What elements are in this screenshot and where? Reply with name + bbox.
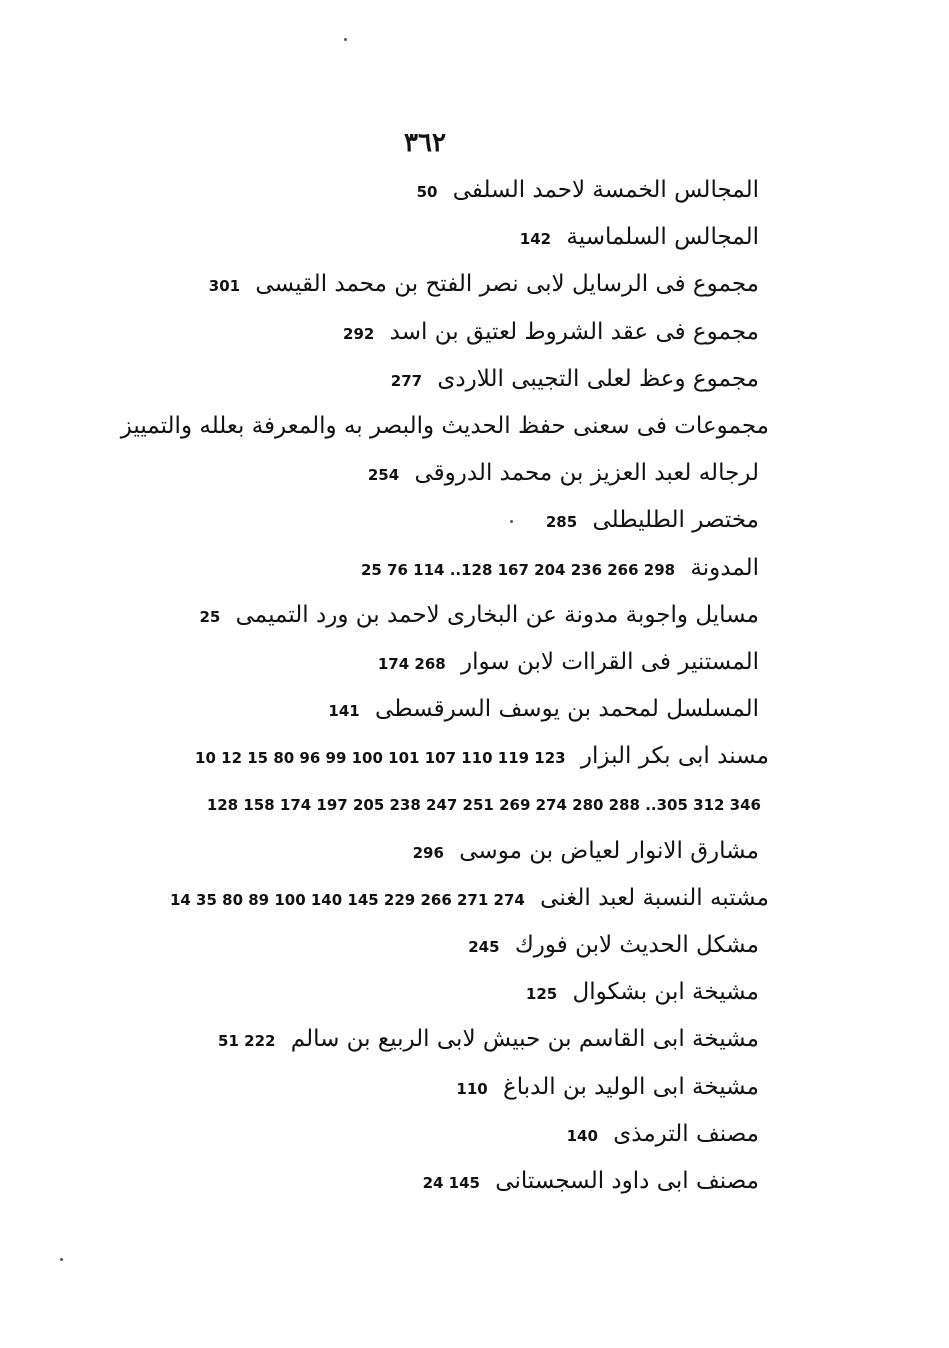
index-entry — [99, 1112, 759, 1159]
index-entry — [99, 404, 769, 451]
entry-title: مسند ابى بكر البزار — [580, 743, 769, 770]
entry-pages: 174 268 — [377, 654, 446, 673]
index-entry — [99, 215, 759, 262]
index-entry — [99, 593, 759, 640]
entry-pages: 296 — [412, 843, 444, 862]
entry-pages: 254 — [367, 466, 400, 485]
index-entry — [99, 1017, 759, 1064]
index-entry — [99, 876, 769, 923]
page-number: ٣٦٢ — [404, 128, 446, 158]
entry-title: مسايل واجوبة مدونة عن البخارى لاحمد بن ورد التميمى — [235, 601, 759, 628]
index-entry — [99, 687, 759, 734]
index-entry — [99, 310, 759, 357]
entry-title: مصنف ابى داود السجستانى — [495, 1167, 759, 1194]
entry-title: مجموعات فى سعنى حفظ الحديث والبصر به والمعرفة بعلله والتمييز — [120, 412, 769, 439]
index-entry-continuation — [99, 781, 769, 828]
entry-pages: 110 — [456, 1079, 488, 1098]
entry-pages: 292 — [343, 324, 375, 343]
entry-pages: 128 158 174 197 205 238 247 251 269 274 280 288 ..305 312 346 — [206, 796, 761, 815]
entry-pages: 50 — [416, 183, 438, 201]
index-entries — [99, 168, 769, 1206]
entry-title: المجالس السلماسية — [566, 224, 759, 251]
entry-title: مشارق الانوار لعياض بن موسى — [459, 837, 759, 864]
entry-pages: 285 — [545, 513, 578, 532]
entry-title: مشتبه النسبة لعبد الغنى — [540, 884, 769, 911]
entry-title: المستنير فى القراات لابن سوار — [461, 648, 759, 675]
entry-pages: 10 12 15 80 96 99 100 101 107 110 119 123 — [195, 749, 566, 768]
entry-title: لرجاله لعبد العزيز بن محمد الدروقى — [414, 460, 759, 487]
entry-pages: 14 35 80 89 100 140 145 229 266 271 274 — [169, 890, 525, 909]
entry-title: المجالس الخمسة لاحمد السلفى — [452, 177, 759, 203]
index-entry — [99, 451, 759, 498]
index-entry — [99, 498, 759, 545]
entry-title: مشيخة ابى الوليد بن الدباغ — [503, 1073, 759, 1100]
entry-title: مجموع فى عقد الشروط لعتيق بن اسد — [389, 318, 759, 345]
paper-speck — [344, 38, 347, 41]
entry-title: مشكل الحديث لابن فورك — [514, 932, 759, 958]
index-entry — [99, 1159, 759, 1206]
entry-pages: 24 145 — [422, 1173, 480, 1192]
entry-title: مشيخة ابن بشكوال — [572, 979, 759, 1006]
entry-pages: 51 222 — [218, 1032, 276, 1051]
paper-speck — [510, 520, 513, 523]
entry-title: مختصر الطليطلى — [592, 507, 759, 534]
entry-title: المدونة — [690, 554, 759, 581]
index-entry — [99, 970, 759, 1017]
paper-speck — [60, 1258, 63, 1261]
entry-pages: 25 — [199, 607, 221, 626]
entry-pages: 141 — [328, 702, 360, 721]
entry-title: مجموع فى الرسايل لابى نصر الفتح بن محمد القيسى — [255, 271, 759, 298]
index-entry — [99, 829, 759, 876]
index-entry — [99, 734, 769, 781]
entry-title: المسلسل لمحمد بن يوسف السرقسطى — [375, 696, 759, 723]
index-entry — [99, 168, 759, 215]
entry-pages: 140 — [566, 1126, 598, 1145]
index-entry — [99, 1065, 759, 1112]
entry-title: مصنف الترمذى — [613, 1120, 759, 1147]
entry-pages: 142 — [519, 230, 552, 249]
entry-pages: 25 76 114 ..128 167 204 236 266 298 — [360, 560, 676, 579]
index-entry — [99, 357, 759, 404]
index-entry — [99, 546, 759, 593]
entry-title: مشيخة ابى القاسم بن حبيش لابى الربيع بن سالم — [290, 1026, 759, 1053]
entry-pages: 245 — [468, 938, 500, 956]
entry-pages: 277 — [390, 371, 423, 390]
entry-pages: 125 — [525, 985, 558, 1004]
index-entry — [99, 923, 759, 970]
entry-title: مجموع وعظ لعلى التجيبى اللاردى — [437, 365, 759, 392]
index-entry — [99, 262, 759, 309]
entry-pages: 301 — [208, 277, 241, 296]
index-entry — [99, 640, 759, 687]
